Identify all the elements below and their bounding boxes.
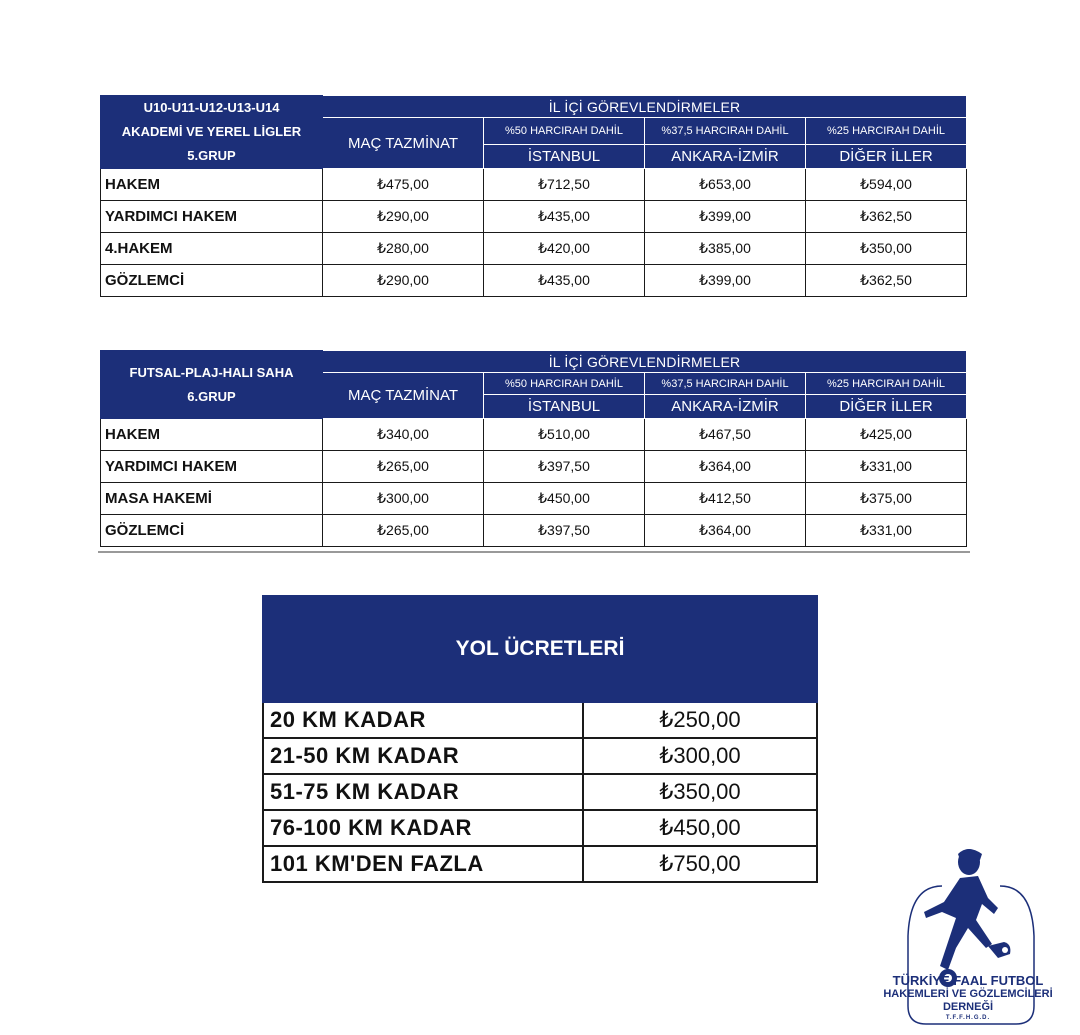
fee-cell: ₺290,00 [323,265,484,297]
fee-cell: ₺362,50 [806,265,967,297]
fee-cell: ₺435,00 [484,265,645,297]
travel-fee-title: YOL ÜCRETLERİ [263,596,817,702]
table-row [101,483,967,515]
travel-fee-table [262,595,818,883]
travel-fee-value: ₺300,00 [583,738,817,774]
fee-cell: ₺420,00 [484,233,645,265]
row-label: YARDIMCI HAKEM [101,451,323,483]
fee-cell: ₺510,00 [484,419,645,451]
row-label: HAKEM [101,169,323,201]
fee-cell: ₺397,50 [484,515,645,547]
table-row [101,233,967,265]
fee-cell: ₺412,50 [645,483,806,515]
col-match-fee: MAÇ TAZMİNAT [323,118,484,169]
col-city: İSTANBUL [484,145,645,169]
logo-line: DERNEĞİ [942,1001,994,1013]
col-city: ANKARA-İZMİR [645,395,806,419]
col-allowance: %25 HARCIRAH DAHİL [806,373,967,395]
distance-label: 101 KM'DEN FAZLA [263,846,583,882]
section-title: İL İÇİ GÖREVLENDİRMELER [323,96,967,118]
travel-fee-value: ₺250,00 [583,702,817,738]
divider [98,551,970,553]
distance-label: 21-50 KM KADAR [263,738,583,774]
fee-cell: ₺362,50 [806,201,967,233]
fee-cell: ₺300,00 [323,483,484,515]
group-line: U10-U11-U12-U13-U14 [143,100,280,115]
group-line: AKADEMİ VE YEREL LİGLER [121,124,302,139]
col-allowance: %25 HARCIRAH DAHİL [806,118,967,145]
col-city: DİĞER İLLER [806,145,967,169]
table-row [101,419,967,451]
row-label: GÖZLEMCİ [101,515,323,547]
fee-cell: ₺594,00 [806,169,967,201]
fee-cell: ₺350,00 [806,233,967,265]
fee-cell: ₺450,00 [484,483,645,515]
section-title: İL İÇİ GÖREVLENDİRMELER [323,351,967,373]
table-row [263,846,817,882]
fee-cell: ₺364,00 [645,515,806,547]
table-row [101,265,967,297]
col-allowance: %37,5 HARCIRAH DAHİL [645,373,806,395]
table-row [263,702,817,738]
travel-fee-value: ₺750,00 [583,846,817,882]
fee-cell: ₺331,00 [806,451,967,483]
col-city: ANKARA-İZMİR [645,145,806,169]
group-line: 5.GRUP [187,148,236,163]
referee-fee-table-group5 [100,95,967,297]
travel-fee-value: ₺350,00 [583,774,817,810]
fee-cell: ₺265,00 [323,515,484,547]
group-header [101,96,323,169]
table-row [101,201,967,233]
fee-cell: ₺399,00 [645,265,806,297]
table-row [263,810,817,846]
fee-cell: ₺435,00 [484,201,645,233]
table-row [101,515,967,547]
distance-label: 51-75 KM KADAR [263,774,583,810]
row-label: 4.HAKEM [101,233,323,265]
group-line: 6.GRUP [187,388,236,404]
col-city: İSTANBUL [484,395,645,419]
table-row [101,169,967,201]
col-allowance: %50 HARCIRAH DAHİL [484,118,645,145]
distance-label: 20 KM KADAR [263,702,583,738]
row-label: YARDIMCI HAKEM [101,201,323,233]
fee-cell: ₺290,00 [323,201,484,233]
fee-cell: ₺653,00 [645,169,806,201]
row-label: MASA HAKEMİ [101,483,323,515]
logo-line: T.F.F.H.G.D. [945,1015,991,1021]
row-label: GÖZLEMCİ [101,265,323,297]
fee-cell: ₺467,50 [645,419,806,451]
logo-line: TÜRKİYE FAAL FUTBOL [892,973,1044,988]
fee-cell: ₺397,50 [484,451,645,483]
col-city: DİĞER İLLER [806,395,967,419]
row-label: HAKEM [101,419,323,451]
col-allowance: %50 HARCIRAH DAHİL [484,373,645,395]
fee-cell: ₺340,00 [323,419,484,451]
fee-cell: ₺712,50 [484,169,645,201]
table-row [263,774,817,810]
fee-cell: ₺331,00 [806,515,967,547]
fee-cell: ₺280,00 [323,233,484,265]
fee-cell: ₺399,00 [645,201,806,233]
association-name [860,973,1076,1022]
fee-cell: ₺265,00 [323,451,484,483]
col-match-fee: MAÇ TAZMİNAT [323,373,484,419]
col-allowance: %37,5 HARCIRAH DAHİL [645,118,806,145]
group-line: FUTSAL-PLAJ-HALI SAHA [129,364,294,380]
fee-cell: ₺364,00 [645,451,806,483]
table-row [263,738,817,774]
fee-cell: ₺375,00 [806,483,967,515]
fee-cell: ₺425,00 [806,419,967,451]
fee-cell: ₺475,00 [323,169,484,201]
fee-cell: ₺385,00 [645,233,806,265]
referee-fee-table-group6 [100,350,967,547]
distance-label: 76-100 KM KADAR [263,810,583,846]
group-header [101,351,323,419]
table-row [101,451,967,483]
logo-line: HAKEMLERİ VE GÖZLEMCİLERİ [883,988,1053,1000]
travel-fee-value: ₺450,00 [583,810,817,846]
